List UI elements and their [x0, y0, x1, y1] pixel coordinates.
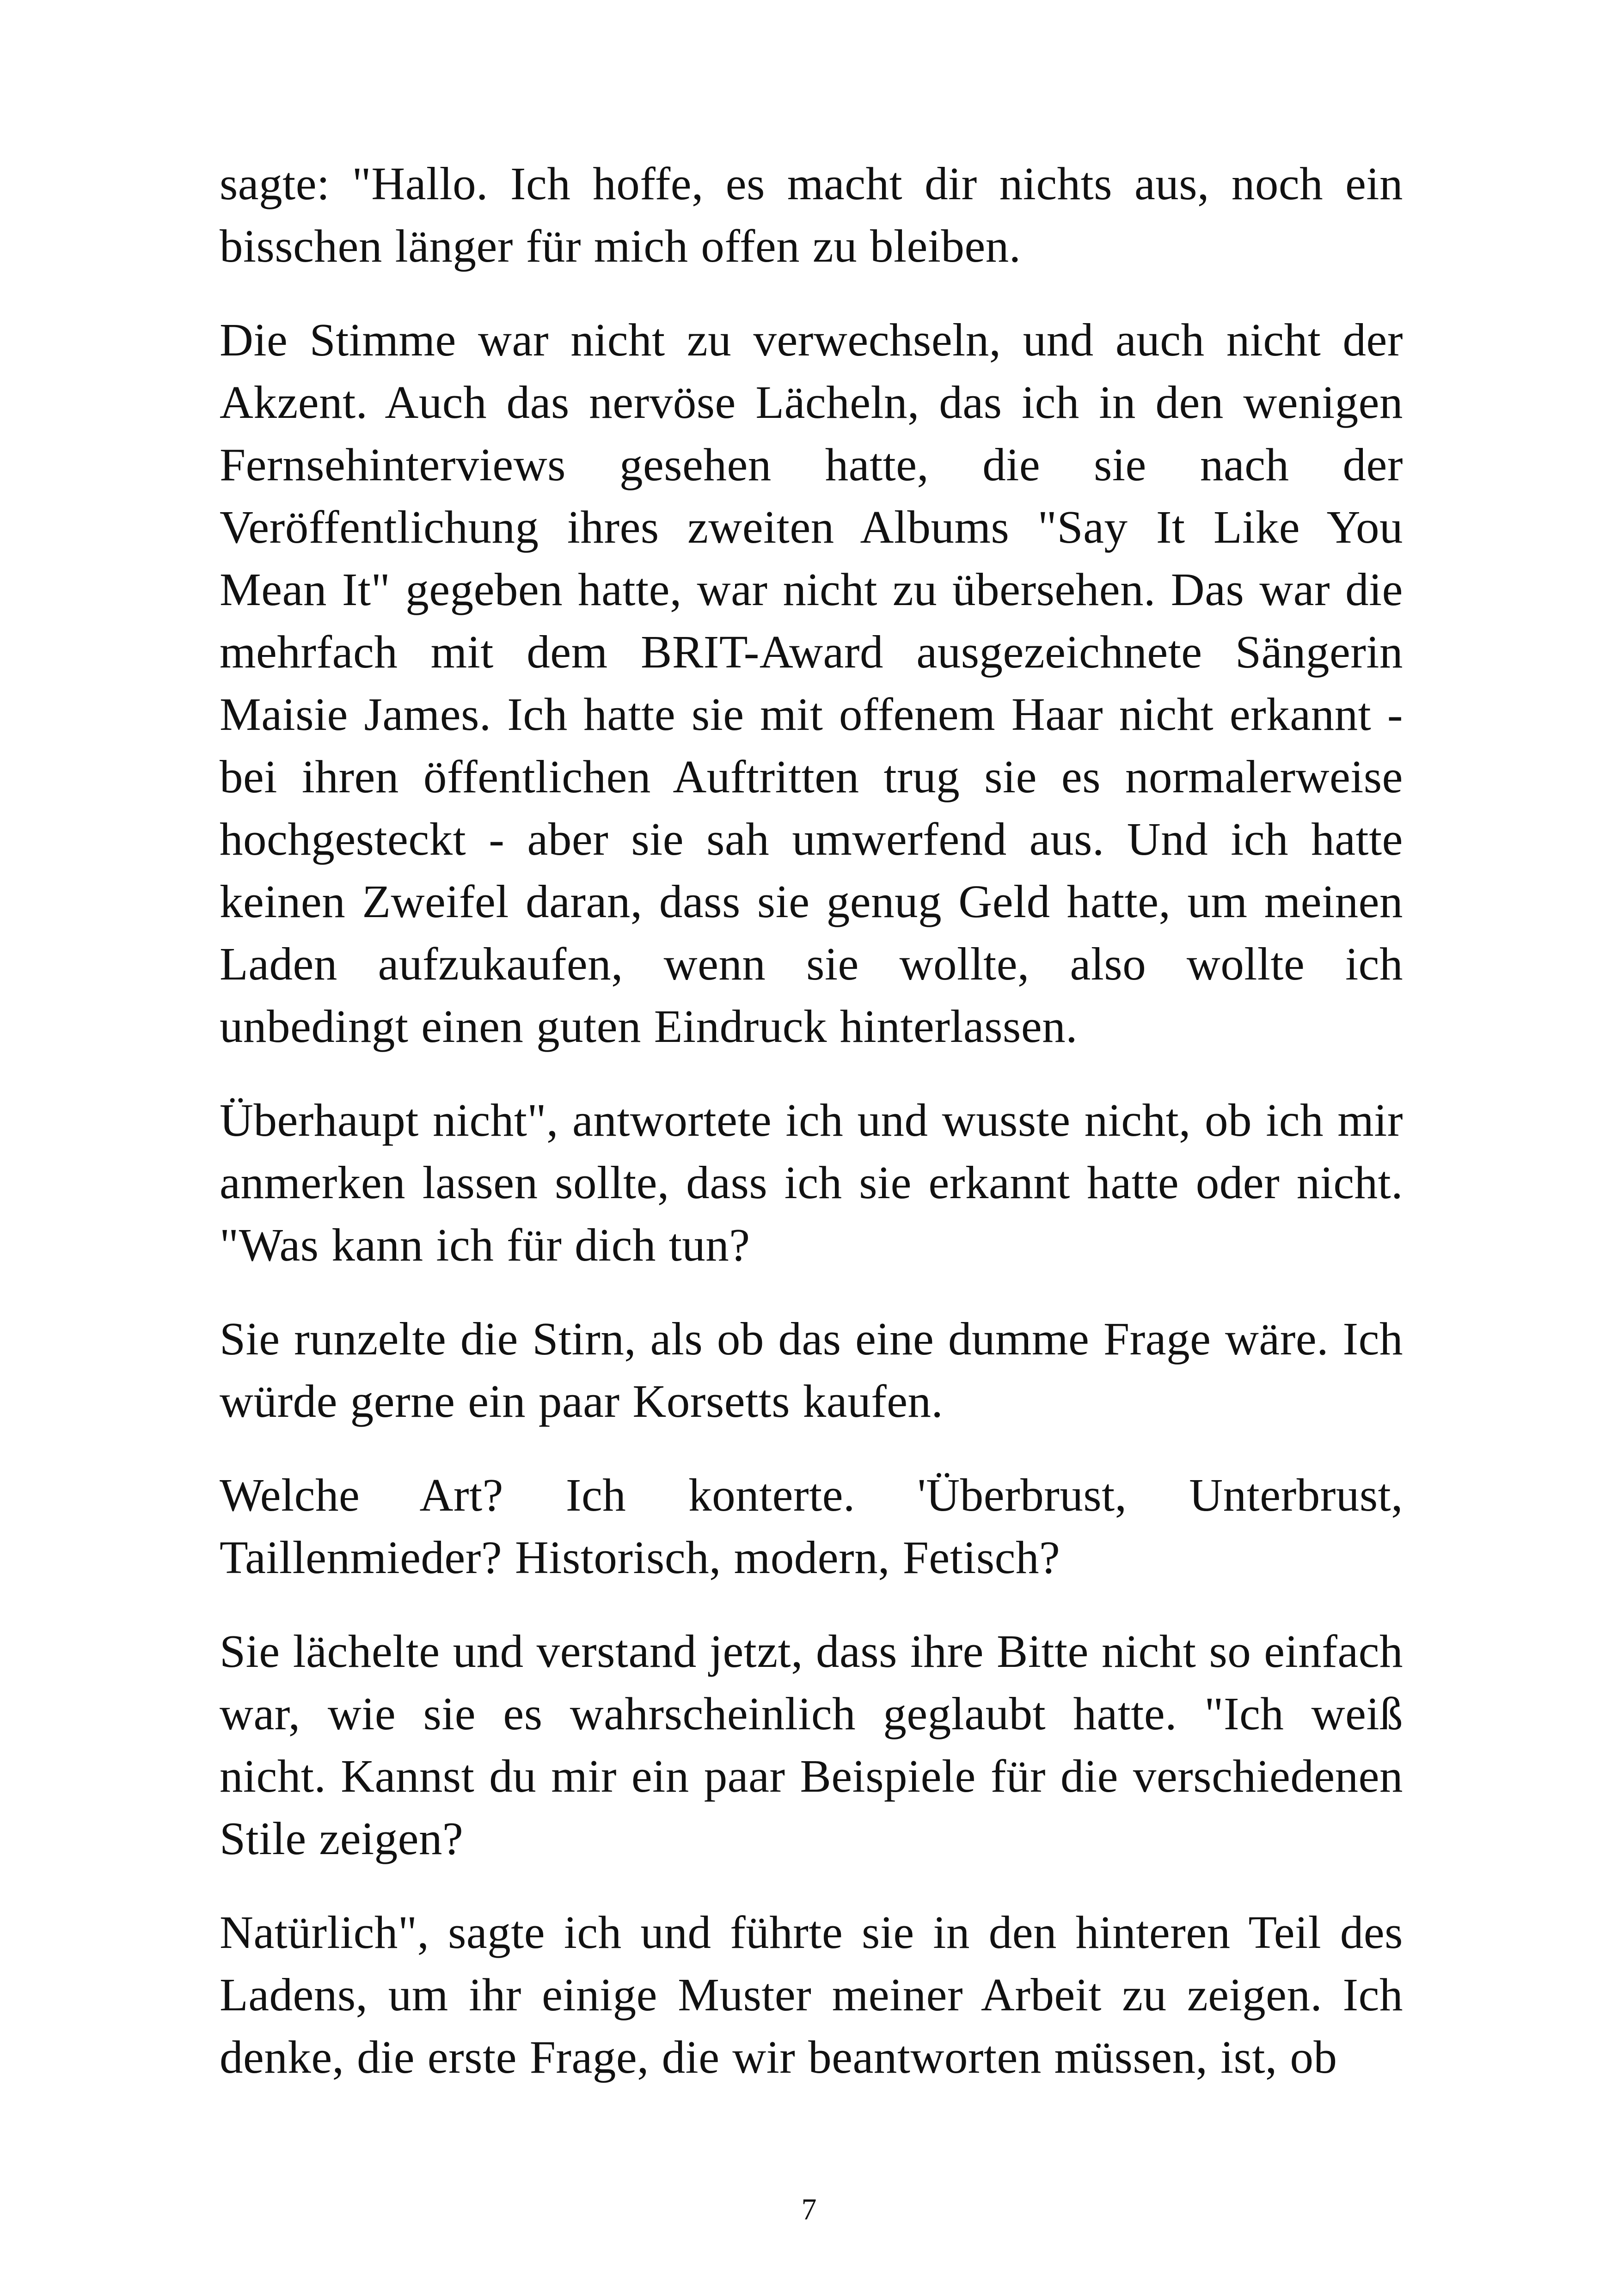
paragraph-2: Die Stimme war nicht zu verwechseln, und auch nicht der Akzent. Auch das nervöse Lächeln, das ich in den wenigen Fernsehinterviews gesehen hatte, die sie nach der Veröffentlichung ihres zweiten Albums "Say It Like You Mean It" gegeben hatte, war nicht zu übersehen. Das war die mehrfach mit dem BRIT-Award ausgezeichnete Sängerin Maisie James. Ich hatte sie mit offenem Haar nicht erkannt - bei ihren öffentlichen Auftritten trug sie es normalerweise hochgesteckt - aber sie sah umwerfend aus. Und ich hatte keinen Zweifel daran, dass sie genug Geld hatte, um meinen Laden aufzukaufen, wenn sie wollte, also wollte ich unbedingt einen guten Eindruck hinterlassen.	[220, 314, 1403, 1052]
paragraph-5: Welche Art? Ich konterte. 'Überbrust, Unterbrust, Taillenmieder? Historisch, modern, Fetisch?	[220, 1469, 1403, 1583]
paragraph-6: Sie lächelte und verstand jetzt, dass ihre Bitte nicht so einfach war, wie sie es wahrscheinlich geglaubt hatte. "Ich weiß nicht. Kannst du mir ein paar Beispiele für die verschiedenen Stile zeigen?	[220, 1625, 1403, 1864]
paragraph-7: Natürlich", sagte ich und führte sie in den hinteren Teil des Ladens, um ihr einige Muster meiner Arbeit zu zeigen. Ich denke, die erste Frage, die wir beantworten müssen, ist, ob	[220, 1906, 1403, 2083]
paragraph-1: sagte: "Hallo. Ich hoffe, es macht dir nichts aus, noch ein bisschen länger für mich offen zu bleiben.	[220, 158, 1403, 272]
paragraph-3: Überhaupt nicht", antwortete ich und wusste nicht, ob ich mir anmerken lassen sollte, dass ich sie erkannt hatte oder nicht. "Was kann ich für dich tun?	[220, 1094, 1403, 1271]
page-number: 7	[801, 2192, 817, 2226]
paragraph-4: Sie runzelte die Stirn, als ob das eine dumme Frage wäre. Ich würde gerne ein paar Korsetts kaufen.	[220, 1313, 1403, 1427]
page-body	[220, 153, 1403, 2140]
